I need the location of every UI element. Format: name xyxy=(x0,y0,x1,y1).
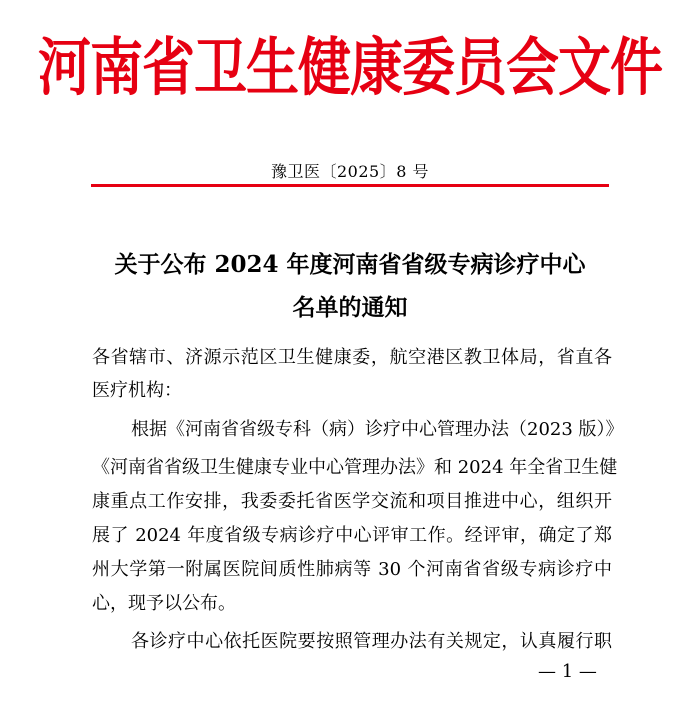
body-line-9: 各诊疗中心依托医院要按照管理办法有关规定，认真履行职 xyxy=(131,631,612,652)
notice-title-line-1: 关于公布 2024 年度河南省省级专病诊疗中心 xyxy=(114,251,586,278)
body-line-7: 州大学第一附属医院间质性肺病等 30 个河南省省级专病诊疗中 xyxy=(92,559,612,580)
body-line-3: 根据《河南省省级专科（病）诊疗中心管理办法（2023 版）》 xyxy=(131,419,624,440)
page-number: — 1 — xyxy=(538,661,597,682)
body-line-4: 《河南省省级卫生健康专业中心管理办法》和 2024 年全省卫生健 xyxy=(92,457,618,478)
body-line-2: 医疗机构： xyxy=(92,380,182,401)
notice-title-line-2: 名单的通知 xyxy=(292,294,408,321)
red-divider-line xyxy=(91,184,609,187)
body-line-1: 各省辖市、济源示范区卫生健康委，航空港区教卫体局，省直各 xyxy=(92,347,612,368)
body-line-5: 康重点工作安排，我委委托省医学交流和项目推进中心，组织开 xyxy=(92,491,612,512)
body-line-6: 展了 2024 年度省级专病诊疗中心评审工作。经评审，确定了郑 xyxy=(92,525,612,546)
document-header-title: 河南省卫生健康委员会文件 xyxy=(38,30,662,105)
document-number: 豫卫医〔2025〕8 号 xyxy=(271,162,429,181)
body-line-8: 心，现予以公布。 xyxy=(92,593,236,614)
